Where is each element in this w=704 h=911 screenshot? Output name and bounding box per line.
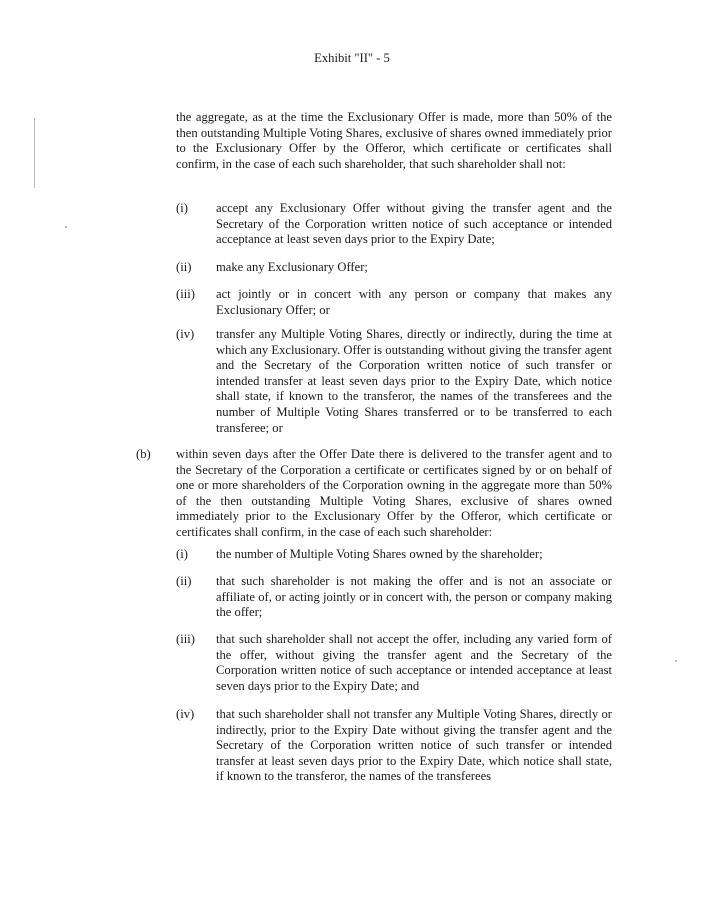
item-text: accept any Exclusionary Offer without giving the transfer agent and the Secretary of the Corporation written notice of such acceptance or intended acceptance at least seven days prior to the Expiry Date; bbox=[216, 201, 612, 247]
scan-artifact bbox=[675, 660, 677, 662]
page-header: Exhibit "II" - 5 bbox=[314, 51, 390, 65]
item-label: (iv) bbox=[176, 707, 195, 721]
section-b-label: (b) bbox=[136, 447, 151, 461]
item-label: (i) bbox=[176, 547, 188, 561]
item-text: that such shareholder is not making the offer and is not an associate or affiliate of, or acting jointly or in concert with, the person or company making the offer; bbox=[216, 574, 612, 620]
item-text: transfer any Multiple Voting Shares, directly or indirectly, during the time at which any Exclusionary. Offer is outstanding without giving the transfer agent and the Secretary of the Corporation written notice of such transfer or intended transfer at least seven days prior to the Expiry Date, which notice shall state, if known to the transferor, the names of the transferees and the number of Multiple Voting Shares transferred or to be transferred to each transferee; or bbox=[216, 327, 612, 435]
item-label: (iii) bbox=[176, 632, 195, 646]
scan-artifact bbox=[65, 226, 67, 228]
item-text: that such shareholder shall not accept the offer, including any varied form of the offer, without giving the transfer agent and the Secretary of the Corporation written notice of such acceptance or intended acceptance at least seven days prior to the Expiry Date; and bbox=[216, 632, 612, 693]
item-text: make any Exclusionary Offer; bbox=[216, 260, 368, 274]
item-text: that such shareholder shall not transfer any Multiple Voting Shares, directly or indirectly, prior to the Expiry Date without giving the transfer agent and the Secretary of the Corporation written notice of such transfer or intended transfer at least seven days prior to the Expiry Date, which notice shall state, if known to the transferor, the names of the transferees bbox=[216, 707, 612, 784]
section-b-paragraph: within seven days after the Offer Date there is delivered to the transfer agent and to the Secretary of the Corporation a certificate or certificates signed by or on behalf of one or more shareholders of the Corporation owning in the aggregate more than 50% of the then outstanding Multiple Voting Shares, exclusive of shares owned immediately prior to the Exclusionary Offer by the Offeror, which certificate or certificates shall confirm, in the case of each such shareholder: bbox=[176, 447, 612, 539]
item-label: (iv) bbox=[176, 327, 195, 341]
item-label: (ii) bbox=[176, 574, 192, 588]
item-label: (i) bbox=[176, 201, 188, 215]
intro-paragraph: the aggregate, as at the time the Exclusionary Offer is made, more than 50% of the then outstanding Multiple Voting Shares, exclusive of shares owned immediately prior to the Exclusionary Offer by the Offeror, which certificate or certificates shall confirm, in the case of each such shareholder, that such shareholder shall not: bbox=[176, 110, 612, 171]
item-text: act jointly or in concert with any person or company that makes any Exclusionary Offer; or bbox=[216, 287, 612, 317]
item-label: (ii) bbox=[176, 260, 192, 274]
item-label: (iii) bbox=[176, 287, 195, 301]
item-text: the number of Multiple Voting Shares owned by the shareholder; bbox=[216, 547, 543, 561]
scan-artifact bbox=[34, 118, 35, 188]
